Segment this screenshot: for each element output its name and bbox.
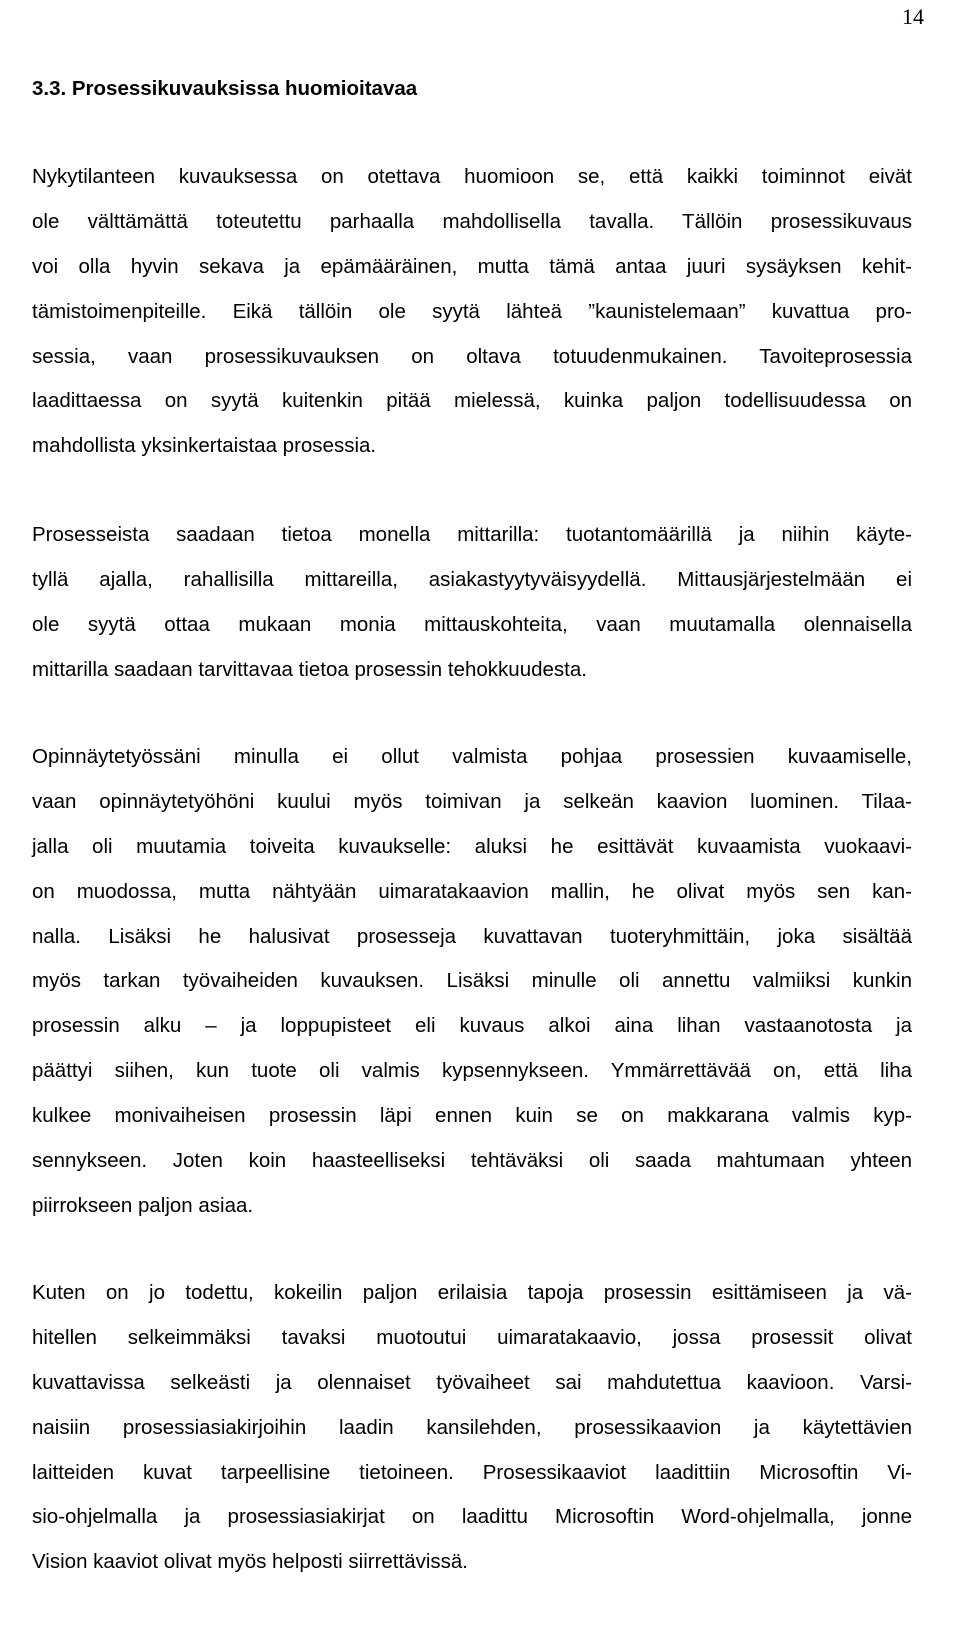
page-number: 14 (902, 4, 924, 29)
text-line: voi olla hyvin sekava ja epämääräinen, mutta tämä antaa juuri sysäyksen kehit- (32, 254, 912, 278)
text-line: Nykytilanteen kuvauksessa on otettava huomioon se, että kaikki toiminnot eivät (32, 165, 912, 188)
text-line: vaan opinnäytetyöhöni kuului myös toimivan ja selkeän kaavion luominen. Tilaa- (32, 789, 912, 813)
text-line: sessia, vaan prosessikuvauksen on oltava totuudenmukainen. Tavoiteprosessia (32, 344, 912, 368)
section-heading: 3.3. Prosessikuvauksissa huomioitavaa (32, 77, 418, 100)
text-line: sennykseen. Joten koin haasteelliseksi tehtäväksi oli saada mahtumaan yhteen (32, 1149, 912, 1173)
text-line: Vision kaaviot olivat myös helposti siirrettävissä. (32, 1550, 468, 1574)
text-line: mittarilla saadaan tarvittavaa tietoa prosessin tehokkuudesta. (32, 657, 587, 681)
text-line: kuvattavissa selkeästi ja olennaiset työvaiheet sai mahdutettua kaavioon. Varsi- (32, 1370, 912, 1394)
text-line: sio-ohjelmalla ja prosessiasiakirjat on laadittu Microsoftin Word-ohjelmalla, jonne (32, 1505, 912, 1529)
text-line: laitteiden kuvat tarpeellisine tietoineen. Prosessikaaviot laadittiin Microsoftin Vi- (32, 1460, 912, 1484)
text-line: prosessin alku – ja loppupisteet eli kuvaus alkoi aina lihan vastaanotosta ja (32, 1014, 912, 1038)
text-line: hitellen selkeimmäksi tavaksi muotoutui uimaratakaavio, jossa prosessit olivat (32, 1325, 912, 1349)
text-line: ole välttämättä toteutettu parhaalla mahdollisella tavalla. Tällöin prosessikuvaus (32, 209, 912, 233)
text-line: Prosesseista saadaan tietoa monella mittarilla: tuotantomäärillä ja niihin käyte- (32, 523, 912, 546)
text-line: nalla. Lisäksi he halusivat prosesseja kuvattavan tuoteryhmittäin, joka sisältää (32, 924, 912, 948)
text-line: kulkee monivaiheisen prosessin läpi ennen kuin se on makkarana valmis kyp- (32, 1104, 912, 1128)
text-line: piirrokseen paljon asiaa. (32, 1193, 254, 1217)
text-line: päättyi siihen, kun tuote oli valmis kypsennykseen. Ymmärrettävää on, että liha (32, 1059, 912, 1083)
paragraph-2 (32, 513, 912, 693)
text-line: tämistoimenpiteille. Eikä tällöin ole syytä lähteä ”kaunistelemaan” kuvattua pro- (32, 299, 912, 323)
text-line: Opinnäytetyössäni minulla ei ollut valmista pohjaa prosessien kuvaamiselle, (32, 745, 912, 768)
paragraph-4 (32, 1271, 912, 1585)
paragraph-1 (32, 155, 912, 469)
text-line: myös tarkan työvaiheiden kuvauksen. Lisäksi minulle oli annettu valmiiksi kunkin (32, 969, 912, 993)
text-line: tyllä ajalla, rahallisilla mittareilla, asiakastyytyväisyydellä. Mittausjärjestelmään ei (32, 567, 912, 591)
text-line: on muodossa, mutta nähtyään uimaratakaavion mallin, he olivat myös sen kan- (32, 879, 912, 903)
text-line: laadittaessa on syytä kuitenkin pitää mielessä, kuinka paljon todellisuudessa on (32, 389, 912, 413)
paragraph-3 (32, 735, 912, 1229)
text-line: mahdollista yksinkertaistaa prosessia. (32, 434, 377, 458)
text-line: jalla oli muutamia toiveita kuvaukselle: aluksi he esittävät kuvaamista vuokaavi- (32, 834, 912, 858)
text-line: ole syytä ottaa mukaan monia mittauskohteita, vaan muutamalla olennaisella (32, 612, 912, 636)
text-line: naisiin prosessiasiakirjoihin laadin kansilehden, prosessikaavion ja käytettävien (32, 1415, 912, 1439)
text-line: Kuten on jo todettu, kokeilin paljon erilaisia tapoja prosessin esittämiseen ja vä- (32, 1281, 912, 1304)
